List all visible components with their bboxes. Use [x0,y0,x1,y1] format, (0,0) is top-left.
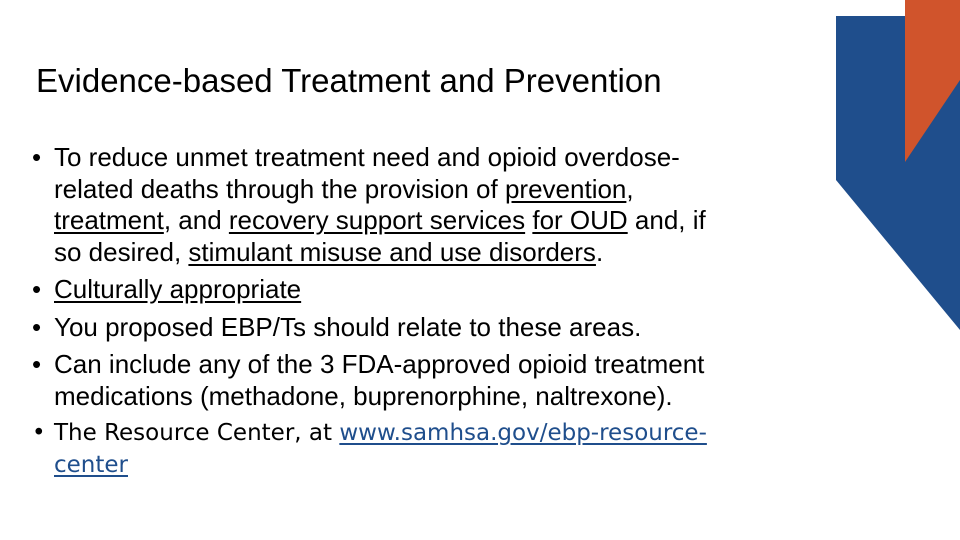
bullet-text-line: medications (methadone, buprenorphine, naltrexone). [54,380,673,411]
resource-center-link-cont[interactable]: center [54,451,128,478]
underlined-term: recovery support services [228,205,526,235]
bullet-dot: • [32,420,46,446]
bullet-text-line: treatment, and recovery support services for OUD and, if [54,205,706,235]
underlined-term: treatment [54,205,164,235]
bullet-dot: • [32,274,42,304]
bullet-dot: • [32,349,42,379]
bullet-text-line: You proposed EBP/Ts should relate to these areas. [54,311,642,342]
bullet-item-medications [32,349,882,412]
slide-title: Evidence-based Treatment and Prevention [36,62,662,99]
underlined-term: prevention [504,173,627,204]
underlined-term: for OUD [532,205,628,235]
bullet-item-culture [32,274,882,306]
bullet-text-line [54,450,882,482]
underlined-term: stimulant misuse and use disorders [188,236,596,267]
bullet-dot: • [32,311,42,342]
bullet-item-goal [32,142,882,268]
bullet-item-resource-center [32,418,882,481]
bullet-text-line: To reduce unmet treatment need and opioid overdose- [54,142,680,172]
resource-center-link[interactable]: www.samhsa.gov/ebp-resource- [339,420,707,446]
bullet-text-line: so desired, stimulant misuse and use disorders. [54,236,604,267]
bullet-text-line: The Resource Center, at www.samhsa.gov/ebp-resource- [54,420,707,446]
bullet-text-line: related deaths through the provision of prevention, [54,173,634,204]
bullet-dot: • [32,142,42,172]
bullet-item-ebp [32,312,882,344]
bullet-text-line: Can include any of the 3 FDA-approved opioid treatment [54,349,705,379]
underlined-term: Culturally appropriate [54,274,302,304]
bullet-list [32,142,882,487]
